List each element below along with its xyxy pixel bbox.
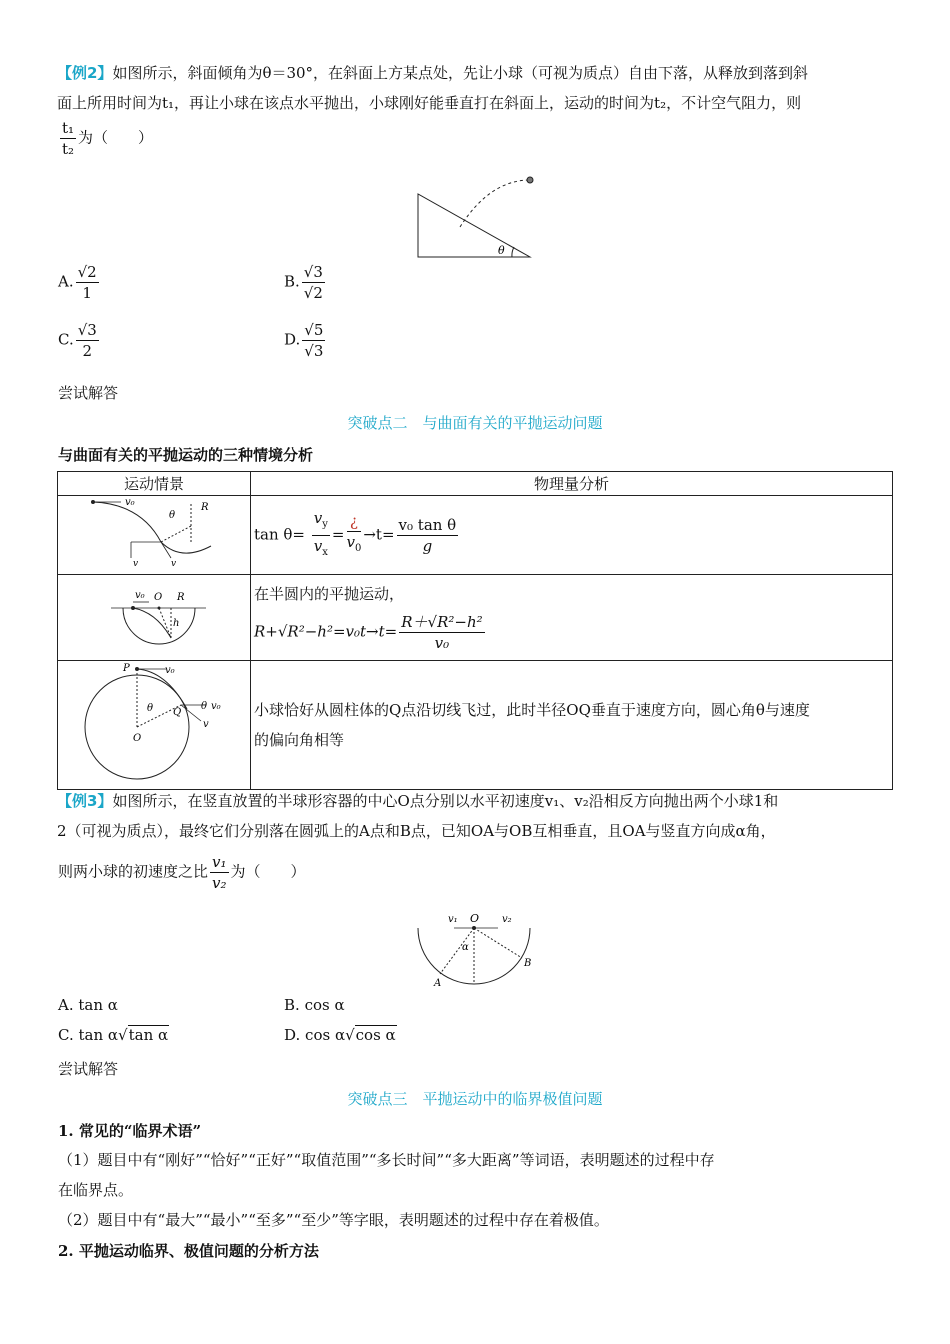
option-text: cos α	[305, 1026, 346, 1044]
col-header-scene: 运动情景	[58, 472, 251, 496]
ex2-question	[57, 58, 897, 118]
fig-theta-label: θ	[147, 703, 154, 714]
fig-o-label: O	[133, 733, 142, 744]
fig-q-label: Q	[173, 707, 182, 718]
table-row	[58, 661, 893, 790]
ex3-option-b[interactable]	[284, 996, 345, 1014]
section3-title: 突破点三 平抛运动中的临界极值问题	[347, 1090, 603, 1108]
ex3-hemisphere-figure	[410, 906, 540, 992]
row1-v0: v	[346, 533, 355, 551]
fig-theta2-label: θ	[201, 701, 208, 712]
table-row	[58, 496, 893, 575]
fig-v0a-label: v₀	[165, 665, 175, 676]
option-letter: C.	[58, 330, 74, 349]
para2: （2）题目中有“最大”“最小”“至多”“至少”等字眼，表明题述的过程中存在着极值。	[58, 1211, 609, 1229]
fig-vy-label: v	[133, 559, 139, 569]
fig-v0b-label: v₀	[211, 701, 221, 712]
option-text: tan α	[78, 1026, 119, 1044]
fig-r-label: R	[201, 502, 209, 513]
row1-figure-cell	[58, 496, 251, 575]
option-den: 2	[82, 342, 93, 360]
row1-placeholder: ¿	[347, 511, 362, 532]
ex3-line3: 则两小球的初速度之比	[58, 862, 209, 881]
fig-h-label: h	[173, 617, 180, 629]
ex3-ratio	[58, 852, 306, 893]
ex3-tag: 【例3】	[57, 792, 113, 810]
fig-v1-label: v₁	[448, 914, 458, 925]
row1-den: g	[422, 536, 433, 555]
option-text: cos α	[304, 996, 345, 1014]
option-letter: D.	[284, 1026, 301, 1044]
ex3-option-a[interactable]	[58, 996, 118, 1014]
row3-figure-cell	[58, 661, 251, 790]
fig-p-label: P	[123, 663, 130, 674]
option-letter: A.	[58, 996, 74, 1014]
ex3-frac-den: v₂	[212, 874, 227, 892]
fig-v2-label: v₂	[502, 914, 512, 925]
section3-heading2: 2. 平抛运动临界、极值问题的分析方法	[58, 1242, 319, 1260]
fig-alpha-label: α	[462, 942, 469, 953]
ex3-line1: 如图所示，在竖直放置的半球形容器的中心O点分别以水平初速度v₁、v₂沿相反方向抛出两个小球1和	[112, 792, 779, 810]
row1-num: v₀ tan θ	[398, 515, 457, 534]
ex2-option-c[interactable]	[58, 320, 101, 361]
ex2-ratio	[58, 118, 153, 159]
ex2-frac-num: t₁	[62, 119, 75, 137]
row2-figure-cell	[58, 575, 251, 661]
ex2-frac-den: t₂	[62, 140, 75, 158]
fig-v-label: v	[203, 719, 209, 730]
section2-title: 突破点二 与曲面有关的平抛运动问题	[347, 414, 603, 432]
section2-subtitle: 与曲面有关的平抛运动的三种情境分析	[58, 446, 314, 464]
ex2-option-d[interactable]	[284, 320, 327, 361]
scenario-table	[57, 471, 893, 790]
option-letter: D.	[284, 330, 301, 349]
fig-o-label: O	[154, 591, 163, 603]
fig-b-label: B	[524, 958, 532, 969]
para1-line1: （1）题目中有“刚好”“恰好”“正好”“取值范围”“多长时间”“多大距离”等词语，表明题述的过程中存	[58, 1151, 715, 1169]
table-row	[58, 575, 893, 661]
para1-line2: 在临界点。	[58, 1181, 134, 1199]
option-letter: B.	[284, 996, 300, 1014]
option-root: tan α	[128, 1026, 169, 1044]
row2-num: R＋√R²−h²	[401, 612, 483, 631]
option-den: √2	[303, 284, 323, 302]
fig-a-label: A	[434, 978, 442, 989]
ex2-incline-figure	[410, 172, 540, 262]
row2-analysis	[251, 575, 893, 661]
row2-eq-left: R+√R²−h²=v₀t→t=	[254, 622, 398, 640]
ex3-line2: 2（可视为质点），最终它们分别落在圆弧上的A点和B点，已知OA与OB互相垂直，且OA与竖直方向成α角，	[57, 822, 776, 840]
option-text: tan α	[78, 996, 118, 1014]
ex3-try: 尝试解答	[58, 1060, 119, 1078]
row2-line1: 在半圆内的平抛运动，	[254, 584, 405, 603]
section3-heading1: 1. 常见的“临界术语”	[58, 1122, 202, 1140]
row3-line1: 小球恰好从圆柱体的Q点沿切线飞过，此时半径OQ垂直于速度方向，圆心角θ与速度	[254, 701, 810, 719]
ex2-option-a[interactable]	[58, 262, 101, 303]
fig-v-label: v	[171, 559, 177, 569]
ex2-theta-label: θ	[498, 244, 505, 257]
option-den: √3	[304, 342, 324, 360]
ex3-option-c[interactable]: C. tan α√tan α	[58, 1026, 169, 1044]
row1-vy: v	[313, 508, 323, 527]
row3-figure	[61, 661, 241, 785]
fig-theta-label: θ	[169, 510, 176, 521]
row1-vx: v	[313, 536, 323, 555]
ex3-frac-num: v₁	[212, 853, 227, 871]
option-root: cos α	[355, 1026, 396, 1044]
ex2-line2: 面上所用时间为t₁，再让小球在该点水平抛出，小球刚好能垂直打在斜面上，运动的时间为t₂，不计空气阻力，则	[57, 94, 802, 112]
option-num: √2	[77, 263, 97, 281]
ex2-tail: 为（ ）	[78, 128, 154, 147]
row1-analysis: tan θ= $\frac{v_y}{v_x}$ = $\frac{¿}{v_0}$ →t= $\frac{\text{v₀ tan θ}}{g}$	[251, 496, 893, 575]
row1-arrow: →t=	[363, 525, 395, 543]
fig-o-label: O	[470, 912, 480, 925]
ex2-tag: 【例2】	[57, 64, 113, 82]
ex3-option-d[interactable]: D. cos α√cos α	[284, 1026, 396, 1044]
row1-tan: tan θ=	[254, 525, 305, 543]
ex3-question	[57, 786, 897, 846]
fig-v0-label: v₀	[135, 589, 145, 601]
option-letter: B.	[284, 272, 300, 291]
ex2-line1: 如图所示，斜面倾角为θ＝30°，在斜面上方某点处，先让小球（可视为质点）自由下落，从释放到落到斜	[112, 64, 809, 82]
option-letter: A.	[58, 272, 74, 291]
ball-icon	[527, 177, 533, 183]
option-num: √5	[304, 321, 324, 339]
ex2-option-b[interactable]	[284, 262, 327, 303]
ex3-tail: 为（ ）	[230, 862, 306, 881]
row1-figure	[61, 496, 241, 570]
row3-line2: 的偏向角相等	[254, 731, 345, 749]
table-header-row	[58, 472, 893, 496]
option-den: 1	[82, 284, 92, 302]
col-header-analysis: 物理量分析	[251, 472, 893, 496]
fig-r-label: R	[177, 591, 185, 603]
section3-para1	[58, 1145, 894, 1235]
row3-analysis	[251, 661, 893, 790]
option-letter: C.	[58, 1026, 74, 1044]
option-num: √3	[77, 321, 97, 339]
row2-figure	[61, 576, 241, 656]
ex2-try: 尝试解答	[58, 384, 119, 402]
fig-v0-label: v₀	[125, 497, 135, 508]
option-num: √3	[303, 263, 323, 281]
row2-den: v₀	[434, 633, 450, 652]
